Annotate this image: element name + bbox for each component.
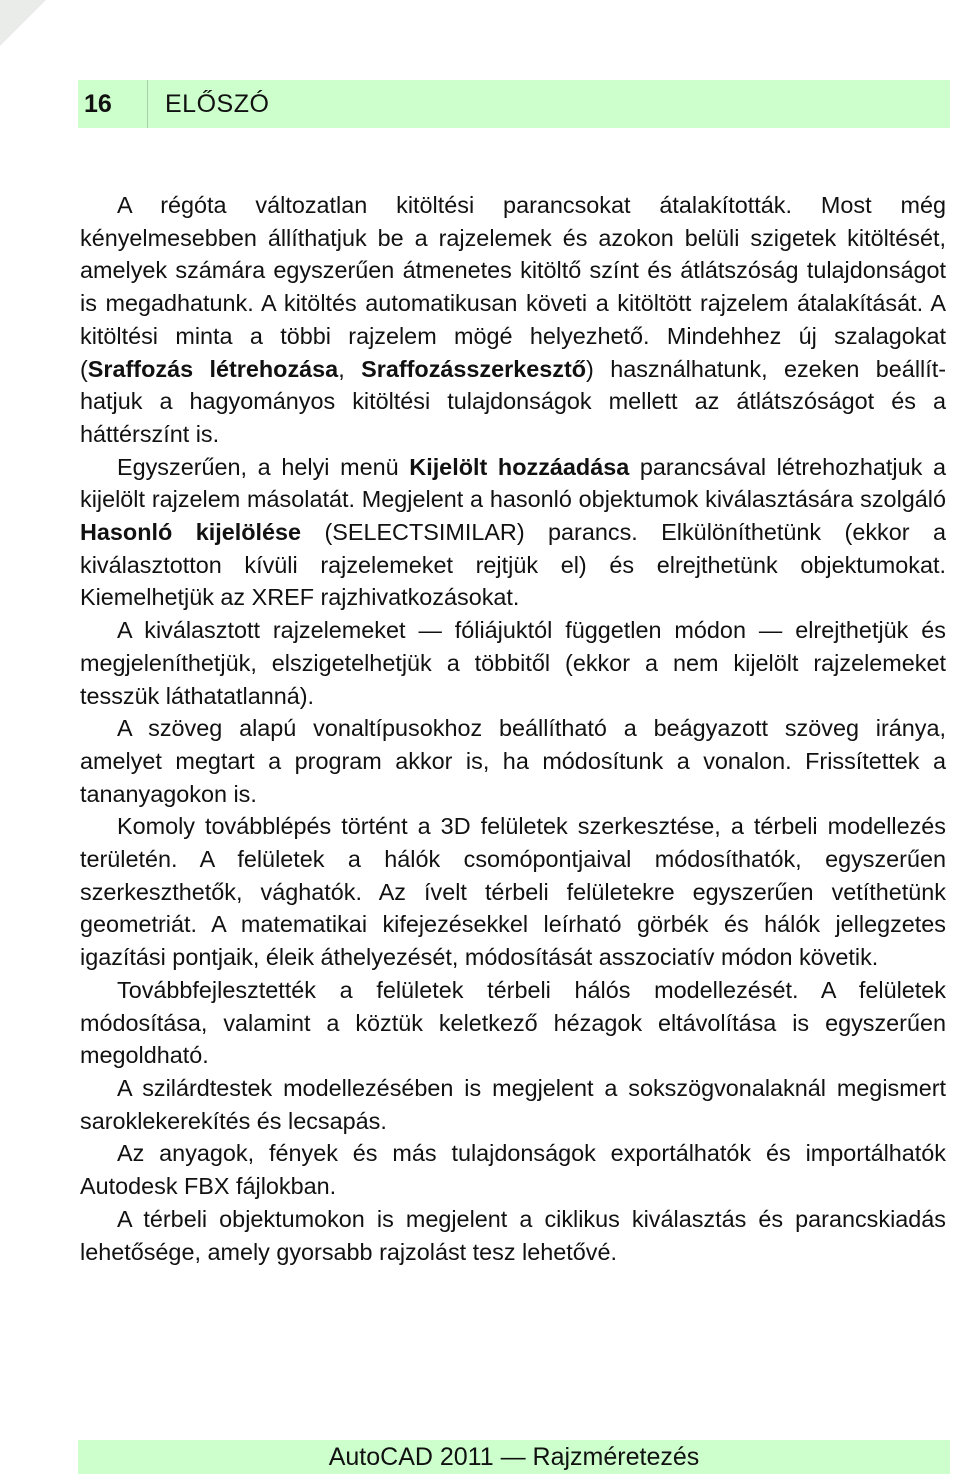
text-run: , <box>338 355 362 382</box>
paragraph <box>80 712 946 810</box>
section-title: ELŐSZÓ <box>165 89 270 118</box>
bold-term: Sraffozásszerkesztő <box>361 355 587 382</box>
text-run: A térbeli objektumokon is megjelent a ciklikus kiválasztás és parancskiadás lehetősége, amely gyorsabb rajzolást tesz lehetővé. <box>80 1205 946 1265</box>
page-number: 16 <box>78 80 148 128</box>
paragraph <box>80 189 946 451</box>
paragraph <box>80 614 946 712</box>
text-run: Az anyagok, fények és más tulajdonságok exportálhatók és importálhatók Autodesk FBX fájlokban. <box>80 1140 946 1200</box>
page-header <box>78 80 950 128</box>
text-run: (SELECTSIMILAR) parancs. Elkülöníthetünk (ekkor a kiválasztotton kívüli rajzelemeket rejtjük el) és elrejthetünk objektumokat. Kiemelhetjük az XREF rajzhivatkozásokat. <box>80 519 946 611</box>
paragraph <box>80 1203 946 1268</box>
paragraph <box>80 974 946 1072</box>
body-text <box>80 189 946 1268</box>
paragraph <box>80 1137 946 1202</box>
text-run: Egyszerűen, a helyi menü <box>117 453 410 480</box>
text-run: A kiválasztott rajzelemeket — fóliájuktól független módon — elrejthetjük és megjeleníthetjük, elszigetelhetjük a többitől (ekkor a nem kijelölt rajzelemeket tesszük láthatatlanná). <box>80 617 946 709</box>
text-run: A szöveg alapú vonaltípusokhoz beállítható a beágyazott szöveg iránya, amelyet megtart a program akkor is, ha módosítunk a vonalon. Frissítettek a tananyagokon is. <box>80 715 946 807</box>
text-run: ) használhatunk, ezeken beállíthatjuk a hagyományos kitöltési tulajdonságok mellett az átlátszóságot és a háttérszínt is. <box>80 355 947 447</box>
text-run: Továbbfejlesztették a felületek térbeli hálós modellezését. A felületek módosítása, valamint a köztük keletkező hézagok eltávolítása is egyszerűen megoldható. <box>80 976 946 1069</box>
paragraph <box>80 810 946 974</box>
page-footer <box>78 1440 950 1474</box>
text-run: parancsával létrehozhatjuk a kijelölt rajzelem másolatát. Megjelent a hasonló objektumok kiválasztására szolgáló <box>80 453 946 513</box>
bold-term: Sraffozás létrehozása <box>87 355 339 382</box>
bold-term: Kijelölt hozzáadása <box>409 453 630 480</box>
paragraph <box>80 1072 946 1137</box>
text-run: A szilárdtestek modellezésében is megjelent a sokszögvonalaknál megismert saroklekerekítés és lecsapás. <box>80 1074 946 1134</box>
footer-title: AutoCAD 2011 — Rajzméretezés <box>328 1442 700 1471</box>
page-corner-decoration <box>0 0 46 46</box>
text-run: Komoly továbblépés történt a 3D felületek szerkesztése, a térbeli modellezés területén. A felületek a hálók csomópontjaival módosíthatók, egyszerűen szerkeszthetők, vághatók. Az ívelt térbeli felületekre egyszerűen vetíthetünk geometriát. A matematikai kifejezésekkel leírható görbék és hálók jellegzetes igazítási pontjaik, éleik áthelyezését, módosítását asszociatív módon követik. <box>80 813 946 971</box>
text-run: A régóta változatlan kitöltési parancsokat átalakították. Most még kényelmesebben állíthatjuk be a rajzelemek és azokon belüli szigetek kitöltését, amelyek számára egyszerűen átmenetes kitöltő színt és átlátszóság tulajdonságot is megadhatunk. A kitöltés automatikusan követi a kitöltött rajzelem átalakítását. A kitöltési minta a többi rajzelem mögé helyezhető. Mindehhez új szalagokat ( <box>80 192 946 382</box>
bold-term: Hasonló kijelölése <box>80 519 302 546</box>
paragraph <box>80 451 946 615</box>
